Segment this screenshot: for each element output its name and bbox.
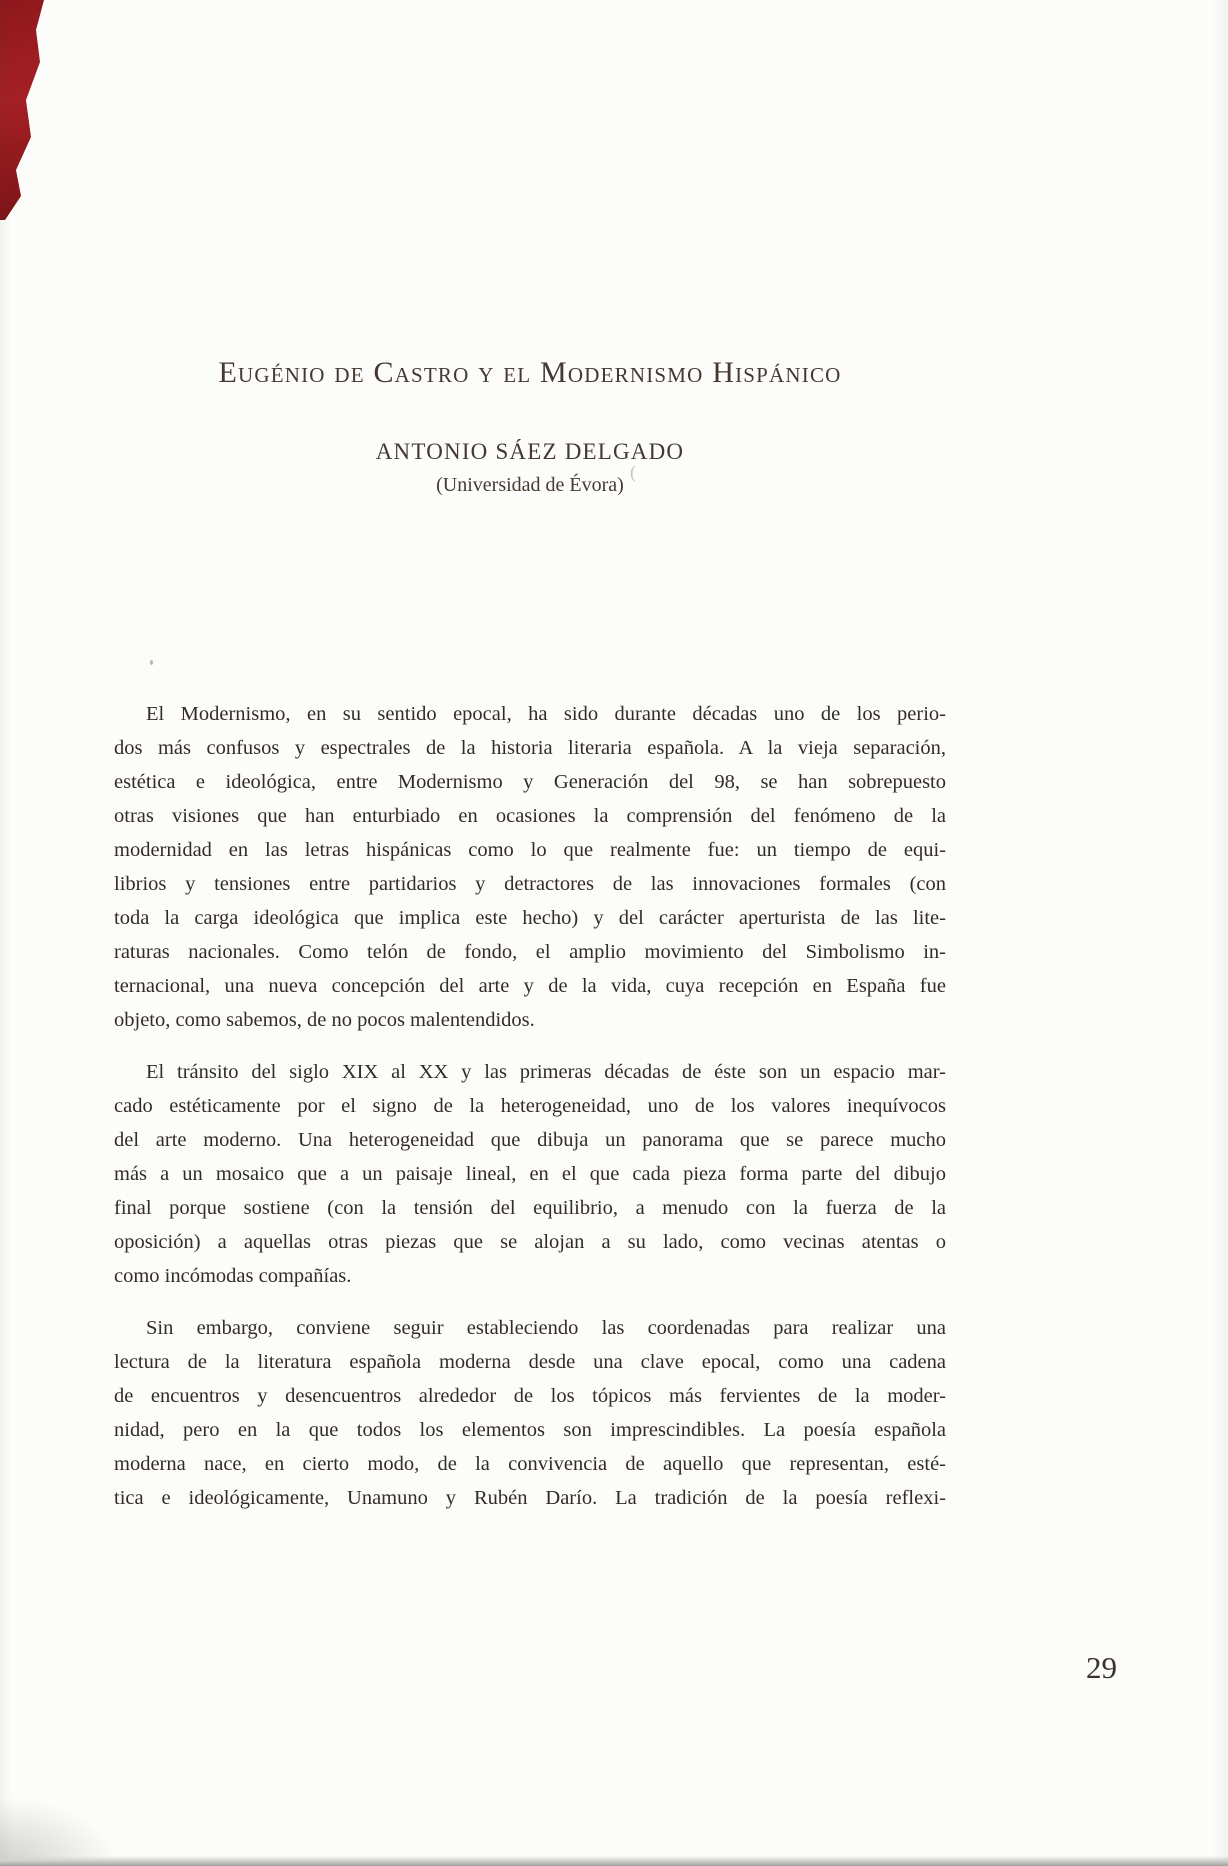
paragraph <box>114 697 946 1037</box>
text-line: raturas nacionales. Como telón de fondo, el amplio movimiento del Simbolismo in- <box>114 941 946 963</box>
article-body <box>114 697 946 1533</box>
paragraph <box>114 1311 946 1515</box>
text-line: El Modernismo, en su sentido epocal, ha sido durante décadas uno de los perio- <box>146 703 946 725</box>
text-line: del arte moderno. Una heterogeneidad que dibuja un panorama que se parece mucho <box>114 1129 946 1151</box>
scan-bottom-edge <box>0 1856 1228 1866</box>
text-line: nidad, pero en la que todos los elementos son imprescindibles. La poesía española <box>114 1419 946 1441</box>
article-author: ANTONIO SÁEZ DELGADO <box>375 439 685 464</box>
text-line: modernidad en las letras hispánicas como lo que realmente fue: un tiempo de equi- <box>114 839 946 861</box>
text-line: de encuentros y desencuentros alrededor de los tópicos más fervientes de la moder- <box>114 1385 946 1407</box>
text-line: dos más confusos y espectrales de la historia literaria española. A la vieja separación, <box>114 737 946 759</box>
scan-right-edge <box>1212 0 1228 1866</box>
text-line: final porque sostiene (con la tensión del equilibrio, a menudo con la fuerza de la <box>114 1197 946 1219</box>
article-affiliation: (Universidad de Évora) <box>436 474 624 496</box>
text-line: lectura de la literatura española moderna desde una clave epocal, como una cadena <box>114 1351 946 1373</box>
text-line: más a un mosaico que a un paisaje lineal, en el que cada pieza forma parte del dibujo <box>114 1163 946 1185</box>
text-line: estética e ideológica, entre Modernismo y Generación del 98, se han sobrepuesto <box>114 771 946 793</box>
text-line: cado estéticamente por el signo de la heterogeneidad, uno de los valores inequívocos <box>114 1095 946 1117</box>
text-line: Sin embargo, conviene seguir estableciendo las coordenadas para realizar una <box>146 1317 946 1339</box>
paragraph <box>114 1055 946 1293</box>
text-line: ternacional, una nueva concepción del arte y de la vida, cuya recepción en España fue <box>114 975 946 997</box>
text-line: moderna nace, en cierto modo, de la convivencia de aquello que representan, esté- <box>114 1453 946 1475</box>
article-title: Eugénio de Castro y el Modernismo Hispánico <box>218 356 842 389</box>
scan-speck: ( <box>630 462 636 482</box>
text-line: toda la carga ideológica que implica este hecho) y del carácter aperturista de las lite- <box>114 907 946 929</box>
text-line: como incómodas compañías. <box>114 1265 352 1287</box>
text-line: El tránsito del siglo XIX al XX y las primeras décadas de éste son un espacio mar- <box>146 1061 946 1083</box>
text-line: oposición) a aquellas otras piezas que se alojan a su lado, como vecinas atentas o <box>114 1231 946 1253</box>
scan-speck <box>150 660 153 665</box>
text-line: objeto, como sabemos, de no pocos malentendidos. <box>114 1009 535 1031</box>
page-number: 29 <box>1086 1650 1117 1685</box>
text-line: tica e ideológicamente, Unamuno y Rubén Darío. La tradición de la poesía reflexi- <box>114 1487 946 1509</box>
text-line: otras visiones que han enturbiado en ocasiones la comprensión del fenómeno de la <box>114 805 946 827</box>
scan-left-edge <box>0 0 12 1866</box>
text-line: librios y tensiones entre partidarios y detractores de las innovaciones formales (con <box>114 873 946 895</box>
